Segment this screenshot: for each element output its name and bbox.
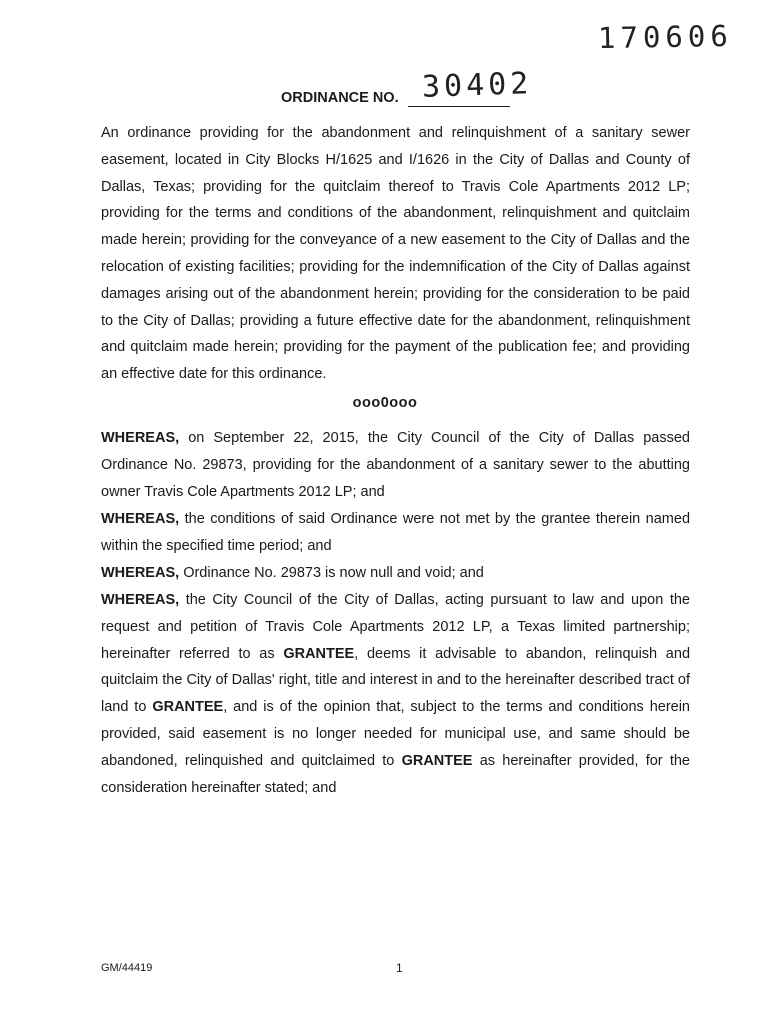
whereas-clause-1-text: on September 22, 2015, the City Council of the City of Dallas passed Ordinance No. 29873, providing for the abandonment of a sanitary sewer to the abutting owner Travis Cole Apartments 2012 LP; and bbox=[101, 430, 690, 500]
section-separator: ooo0ooo bbox=[352, 395, 418, 411]
whereas-label: WHEREAS, bbox=[101, 511, 180, 527]
whereas-clause-4-text-b: , deems it advisable to abandon, relinquish and quitclaim the City of Dallas' right, title and interest in and to the hereinafter described tract of land to bbox=[101, 645, 691, 716]
whereas-label: WHEREAS, bbox=[101, 565, 180, 581]
whereas-clause-3 bbox=[101, 560, 690, 587]
ordinance-caption: An ordinance providing for the abandonment and relinquishment of a sanitary sewer easement, located in City Blocks H/1625 and I/1626 in the City of Dallas and County of Dallas, Texas; providing for the quitclaim thereof to Travis Cole Apartments 2012 LP; providing for the terms and conditions of the abandonment, relinquishment and quitclaim made herein; providing for the conveyance of a new easement to the City of Dallas and the relocation of existing facilities; providing for the indemnification of the City of Dallas against damages arising out of the abandonment herein; providing for the consideration to be paid to the City of Dallas; providing a future effective date for the abandonment, relinquishment and quitclaim made herein; providing for the payment of the publication fee; and providing an effective date for this ordinance. bbox=[101, 125, 690, 383]
grantee-term: GRANTEE bbox=[152, 699, 224, 716]
ordinance-number: 30402 bbox=[421, 66, 533, 105]
whereas-clause-2-text: the conditions of said Ordinance were not met by the grantee therein named within the specified time period; and bbox=[101, 511, 691, 554]
whereas-clause-2 bbox=[101, 506, 690, 560]
whereas-clause-3-text: Ordinance No. 29873 is now null and void; and bbox=[183, 565, 484, 581]
page-number: 1 bbox=[396, 961, 403, 975]
whereas-clause-4 bbox=[101, 587, 690, 801]
handwritten-file-number: 170606 bbox=[597, 18, 734, 56]
whereas-label: WHEREAS, bbox=[101, 430, 180, 446]
whereas-label: WHEREAS, bbox=[101, 592, 180, 608]
file-code: GM/44419 bbox=[101, 962, 153, 974]
grantee-term: GRANTEE bbox=[401, 752, 473, 769]
ordinance-title-label: ORDINANCE NO. bbox=[281, 90, 399, 106]
grantee-term: GRANTEE bbox=[283, 645, 355, 662]
whereas-clause-1 bbox=[101, 425, 690, 505]
whereas-clause-4-text-d: as hereinafter provided, for the consideration hereinafter stated; and bbox=[101, 752, 690, 796]
whereas-clause-4-text-c: , and is of the opinion that, subject to the terms and conditions herein provided, said easement is no longer needed for municipal use, and same should be abandoned, relinquished and quitclaimed to bbox=[101, 699, 690, 769]
ordinance-number-field bbox=[408, 64, 533, 107]
whereas-clause-4-text-a: the City Council of the City of Dallas, acting pursuant to law and upon the request and petition of Travis Cole Apartments 2012 LP, a Texas limited partnership; hereinafter referred to as bbox=[101, 592, 690, 662]
